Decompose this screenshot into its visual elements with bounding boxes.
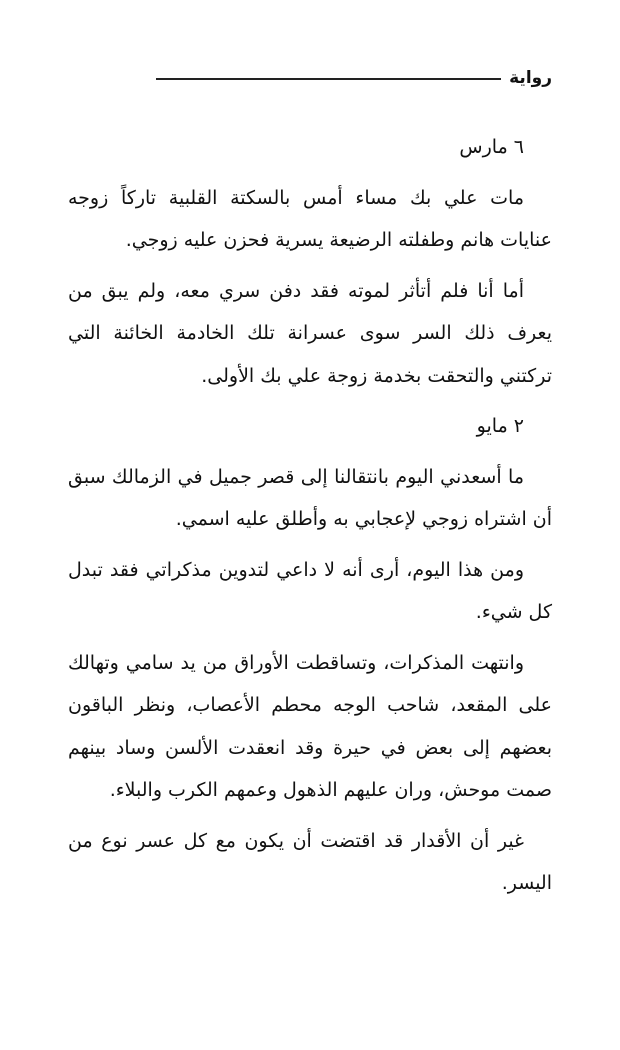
header-rule (156, 78, 501, 80)
paragraph: مات علي بك مساء أمس بالسكتة القلبية تاركاً زوجه عنايات هانم وطفلته الرضيعة يسرية فحزن عليه زوجي. (68, 186, 552, 251)
paragraph: ومن هذا اليوم، أرى أنه لا داعي لتدوين مذكراتي فقد تبدل كل شيء. (68, 558, 552, 623)
paragraph: أما أنا فلم أتأثر لموته فقد دفن سري معه، ولم يبق من يعرف ذلك السر سوى عسرانة تلك الخادمة الخائنة التي تركتني والتحقت بخدمة زوجة علي بك الأولى. (68, 279, 552, 387)
diary-date: ٢ مايو (476, 415, 524, 437)
page-content (68, 126, 552, 913)
paragraph: غير أن الأقدار قد اقتضت أن يكون مع كل عسر نوع من اليسر. (68, 829, 552, 894)
paragraph: وانتهت المذكرات، وتساقطت الأوراق من يد سامي وتهالك على المقعد، شاحب الوجه محطم الأعصاب، ونظر الباقون بعضهم إلى بعض في حيرة وقد انعقدت الألسن وساد بينهم صمت موحش، وران عليهم الذهول وعمهم الكرب والبلاء. (68, 651, 552, 801)
running-header (156, 66, 552, 90)
paragraph: ما أسعدني اليوم بانتقالنا إلى قصر جميل في الزمالك سبق أن اشتراه زوجي لإعجابي به وأطلق عليه اسمي. (68, 465, 552, 530)
diary-date: ٦ مارس (459, 136, 524, 158)
section-label: رواية (509, 68, 552, 88)
